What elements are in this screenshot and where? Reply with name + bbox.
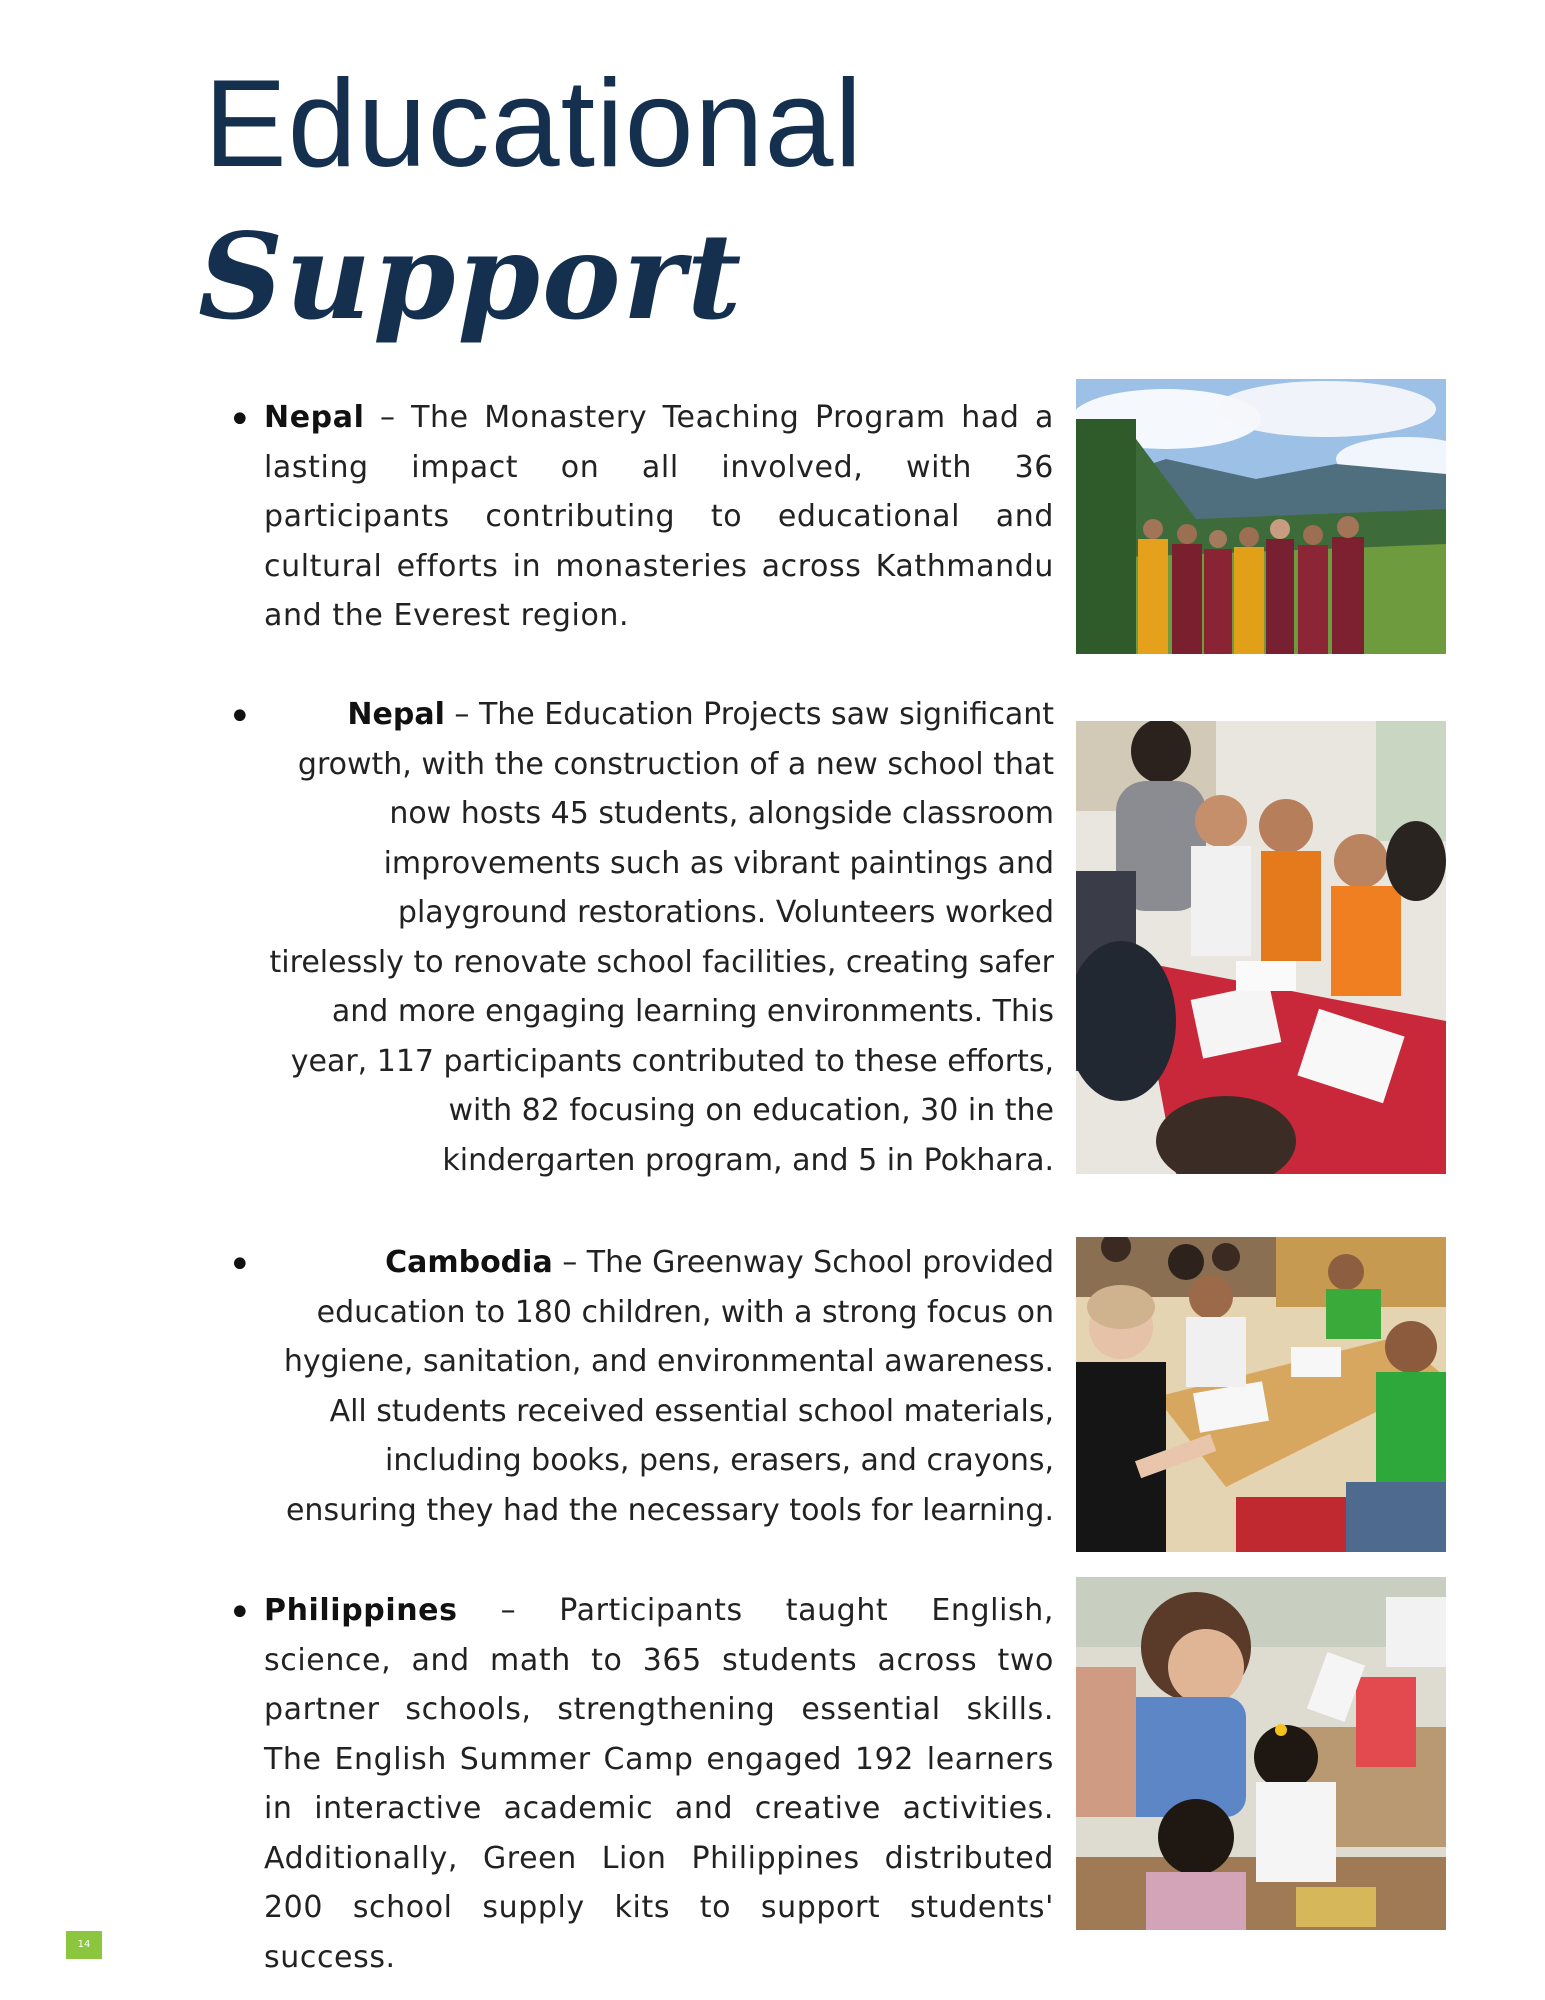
section-nepal-monastery-text xyxy=(264,393,1054,641)
bullet-dot: • xyxy=(228,397,252,443)
section-country: Cambodia xyxy=(385,1245,553,1280)
photo-nepal-classroom xyxy=(1076,721,1446,1174)
section-country: Philippines xyxy=(264,1593,458,1628)
section-body: – The Education Projects saw significant growth, with the construction of a new school that now hosts 45 students, alongside classroom improvements such as vibrant paintings and playground restorations. Volunteers worked tirelessly to renovate school facilities, creating safer and more engaging learning environments. This year, 117 participants contributed to these efforts, with 82 focusing on education, 30 in the kindergarten program, and 5 in Pokhara. xyxy=(269,697,1054,1178)
photo-philippines-classroom xyxy=(1076,1577,1446,1930)
section-country: Nepal xyxy=(264,400,365,435)
section-body: – The Monastery Teaching Program had a lasting impact on all involved, with 36 participants contributing to educational and cultural efforts in monasteries across Kathmandu and the Everest region. xyxy=(264,400,1054,633)
section-nepal-education-text xyxy=(264,690,1054,1185)
photo-cambodia-classroom xyxy=(1076,1237,1446,1552)
bullet-dot: • xyxy=(228,694,252,740)
section-philippines-text xyxy=(264,1586,1054,1982)
section-cambodia-text xyxy=(264,1238,1054,1535)
section-country: Nepal xyxy=(347,697,445,732)
page-title: Educational xyxy=(204,55,864,193)
bullet-dot: • xyxy=(228,1242,252,1288)
page-subtitle-script: Support xyxy=(198,207,744,346)
page-number: 14 xyxy=(66,1931,102,1959)
photo-monks-mountains xyxy=(1076,379,1446,654)
section-body: – Participants taught English, science, and math to 365 students across two partner schools, strengthening essential skills. The English Summer Camp engaged 192 learners in interactive academic and creative activities. Additionally, Green Lion Philippines distributed 200 school supply kits to support students' success. xyxy=(264,1593,1054,1975)
bullet-dot: • xyxy=(228,1590,252,1636)
section-body: – The Greenway School provided education to 180 children, with a strong focus on hygiene, sanitation, and environmental awareness. All students received essential school materials, including books, pens, erasers, and crayons, ensuring they had the necessary tools for learning. xyxy=(283,1245,1054,1528)
